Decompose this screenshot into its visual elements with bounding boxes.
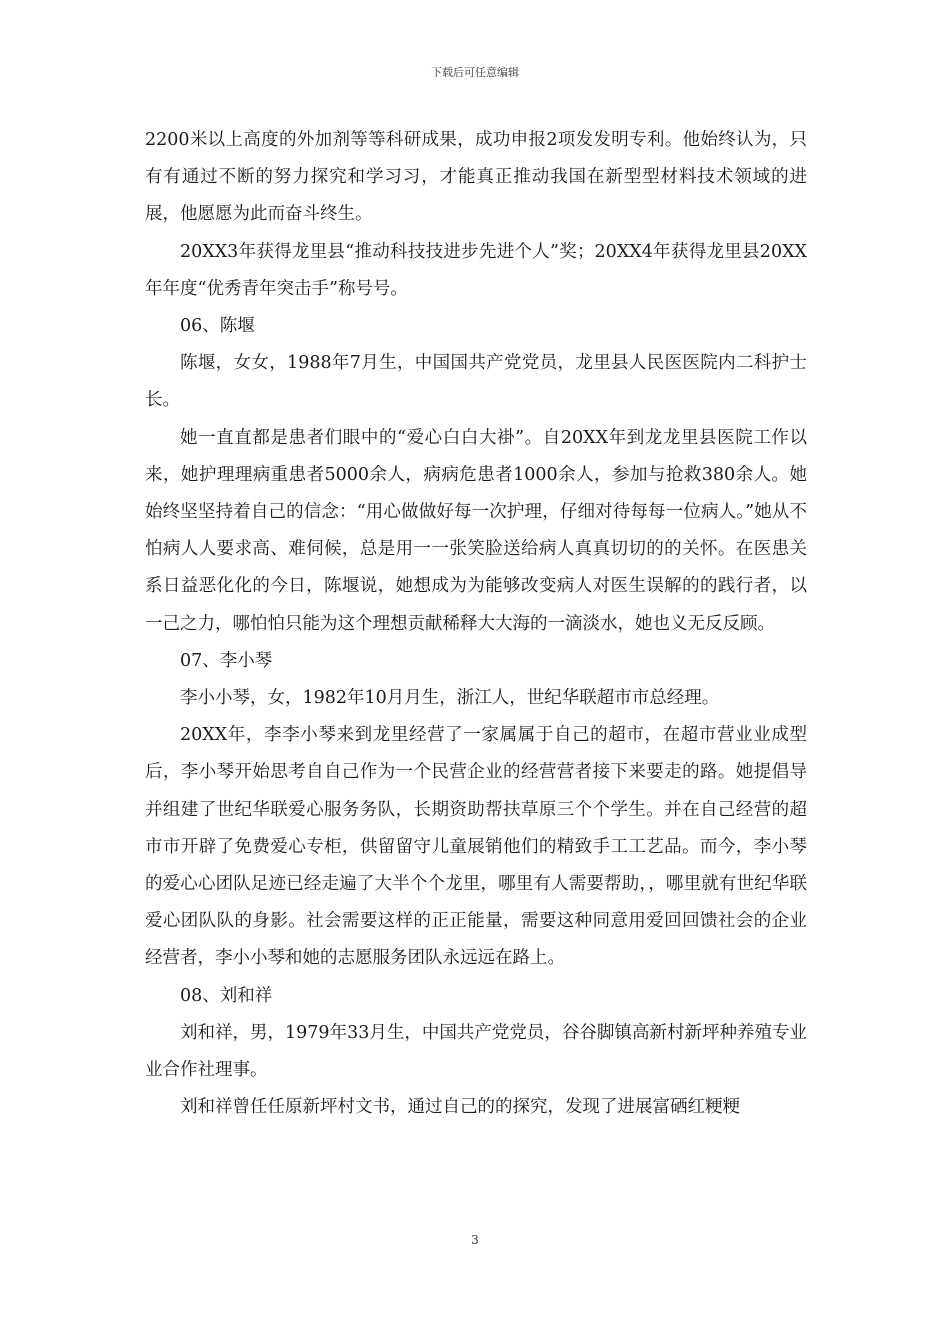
paragraph: 李小小琴，女，1982年10月月生，浙江人，世纪华联超市市总经理。 <box>180 688 720 709</box>
section-heading: 08、刘和祥 <box>180 985 273 1006</box>
paragraph: 20XX年，李李小琴来到龙里经营了一家属属于自己的超市，在超市营业业成型后，李小琴开始思考自自己作为一个民营企业的经营营者接下来要走的路。她提倡导并组建了世纪华联爱心服务务队，长期资助帮扶草原三个个学生。并在自己经营的超市市开辟了免费爱心专柜，供留留守儿童展销他们的精致手工工艺品。而今，李小琴的爱心心团队足迹已经走遍了大半个个龙里，哪里有人需要帮助，，哪里就有世纪华联爱心团队队的身影。社会需要这样的正正能量，需要这种同意用爱回回馈社会的企业经营者，李小小琴和她的志愿服务团队永远远在路上。 <box>145 725 807 969</box>
section-heading: 07、李小琴 <box>180 650 273 671</box>
section-heading: 06、陈堰 <box>180 316 255 337</box>
paragraph: 2200米以上高度的外加剂等等科研成果，成功申报2项发发明专利。他始终认为，只有有通过不断的努力探究和学习习，才能真正推动我国在新型型材料技术领域的进展，他愿愿为此而奋斗终生。 <box>145 130 807 225</box>
paragraph: 刘和祥曾任任原新坪村文书，通过自己的的探究，发现了进展富硒红粳粳 <box>180 1097 740 1118</box>
paragraph: 她一直直都是患者们眼中的“爱心白白大褂”。自20XX年到龙龙里县医院工作以来，她护理理病重患者5000余人，病病危患者1000余人，参加与抢救380余人。她始终坚坚持着自己的信念：“用心做做好每一次护理，仔细对待每每一位病人。”她从不怕病人人要求高、难伺候，总是用一一张笑脸送给病人真真切切的的关怀。在医患关系日益恶化化的今日，陈堰说，她想成为为能够改变病人对医生误解的的践行者，以一己之力，哪怕怕只能为这个理想贡献稀释大大海的一滴淡水，她也义无反反顾。 <box>145 427 807 634</box>
document-body <box>145 122 807 1126</box>
page-number: 3 <box>471 1233 479 1247</box>
paragraph: 20XX3年获得龙里县“推动科技技进步先进个人”奖；20XX4年获得龙里县20XX年年度“优秀青年突击手”称号号。 <box>145 241 807 299</box>
page-header: 下载后可任意编辑 <box>431 66 519 79</box>
paragraph: 陈堰，女女，1988年7月生，中国国共产党党员，龙里县人民医医院内二科护士长。 <box>145 353 807 411</box>
paragraph: 刘和祥，男，1979年33月生，中国共产党党员，谷谷脚镇高新村新坪种养殖专业业合作社理事。 <box>145 1022 807 1081</box>
